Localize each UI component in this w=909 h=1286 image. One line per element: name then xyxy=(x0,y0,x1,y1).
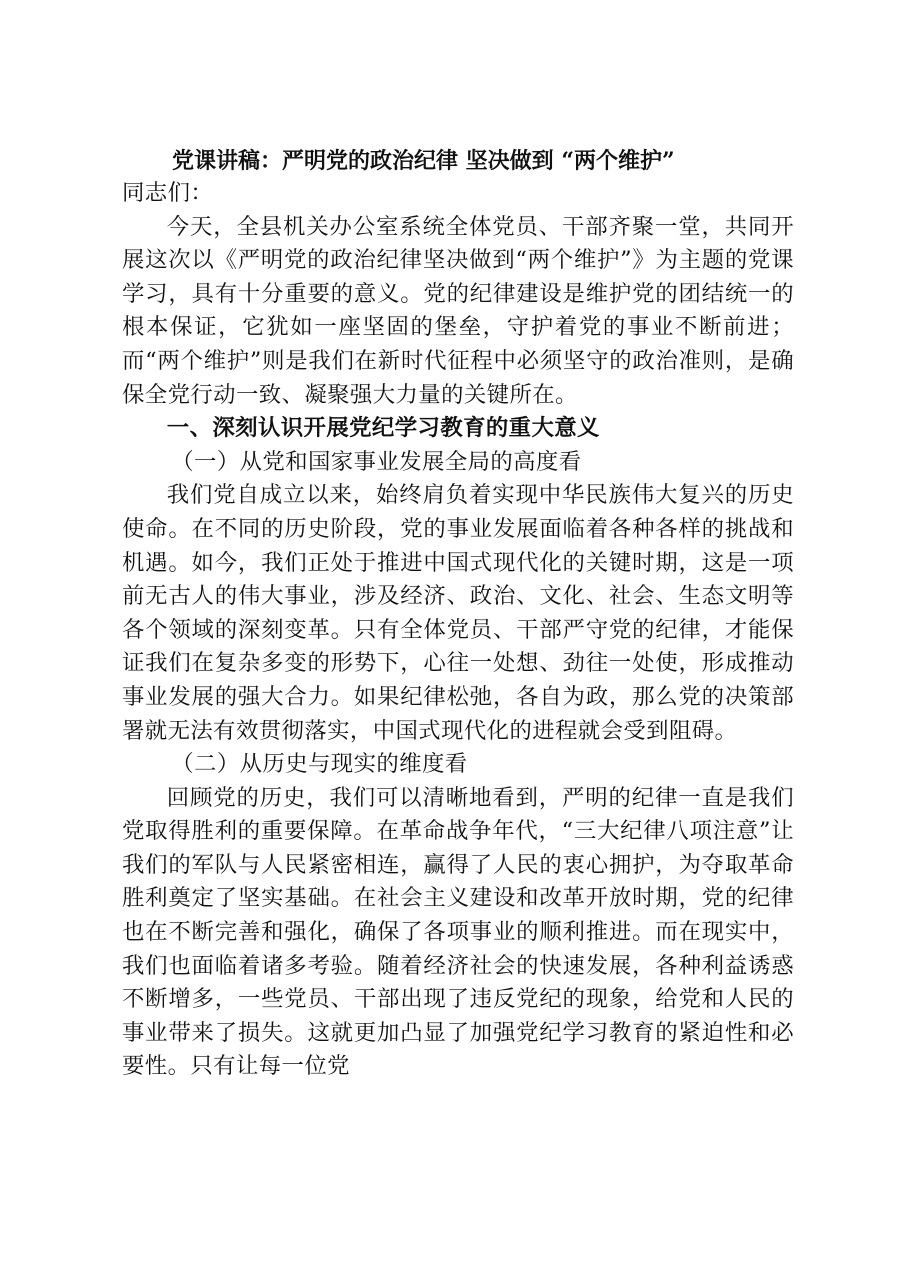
subsection-1-paragraph: 我们党自成立以来，始终肩负着实现中华民族伟大复兴的历史使命。在不同的历史阶段，党的事业发展面临着各种各样的挑战和机遇。如今，我们正处于推进中国式现代化的关键时期，这是一项前无古人的伟大事业，涉及经济、政治、文化、社会、生态文明等各个领域的深刻变革。只有全体党员、干部严守党的纪律，才能保证我们在复杂多变的形势下，心往一处想、劲往一处使，形成推动事业发展的强大合力。如果纪律松弛，各自为政，那么党的决策部署就无法有效贯彻落实，中国式现代化的进程就会受到阻碍。 xyxy=(122,482,794,744)
subsection-1-heading: （一）从党和国家事业发展全局的高度看 xyxy=(171,448,582,475)
subsection-2-paragraph: 回顾党的历史，我们可以清晰地看到，严明的纪律一直是我们党取得胜利的重要保障。在革命战争年代，“三大纪律八项注意”让我们的军队与人民紧密相连，赢得了人民的衷心拥护，为夺取革命胜利奠定了坚实基础。在社会主义建设和改革开放时期，党的纪律也在不断完善和强化，确保了各项事业的顺利推进。而在现实中，我们也面临着诸多考验。随着经济社会的快速发展，各种利益诱惑不断增多，一些党员、干部出现了违反党纪的现象，给党和人民的事业带来了损失。这就更加凸显了加强党纪学习教育的紧迫性和必要性。只有让每一位党 xyxy=(122,784,794,1080)
salutation: 同志们： xyxy=(122,180,214,206)
intro-paragraph: 今天，全县机关办公室系统全体党员、干部齐聚一堂，共同开展这次以《严明党的政治纪律坚决做到“两个维护”》为主题的党课学习，具有十分重要的意义。党的纪律建设是维护党的团结统一的根本保证，它犹如一座坚固的堡垒，守护着党的事业不断前进；而“两个维护”则是我们在新时代征程中必须坚守的政治准则，是确保全党行动一致、凝聚强大力量的关键所在。 xyxy=(122,213,794,408)
section-1-heading: 一、深刻认识开展党纪学习教育的重大意义 xyxy=(166,415,600,442)
document-title: 党课讲稿：严明党的政治纪律 坚决做到 “两个维护” xyxy=(172,148,675,174)
subsection-2-heading: （二）从历史与现实的维度看 xyxy=(171,751,468,778)
document-body xyxy=(122,177,794,1084)
